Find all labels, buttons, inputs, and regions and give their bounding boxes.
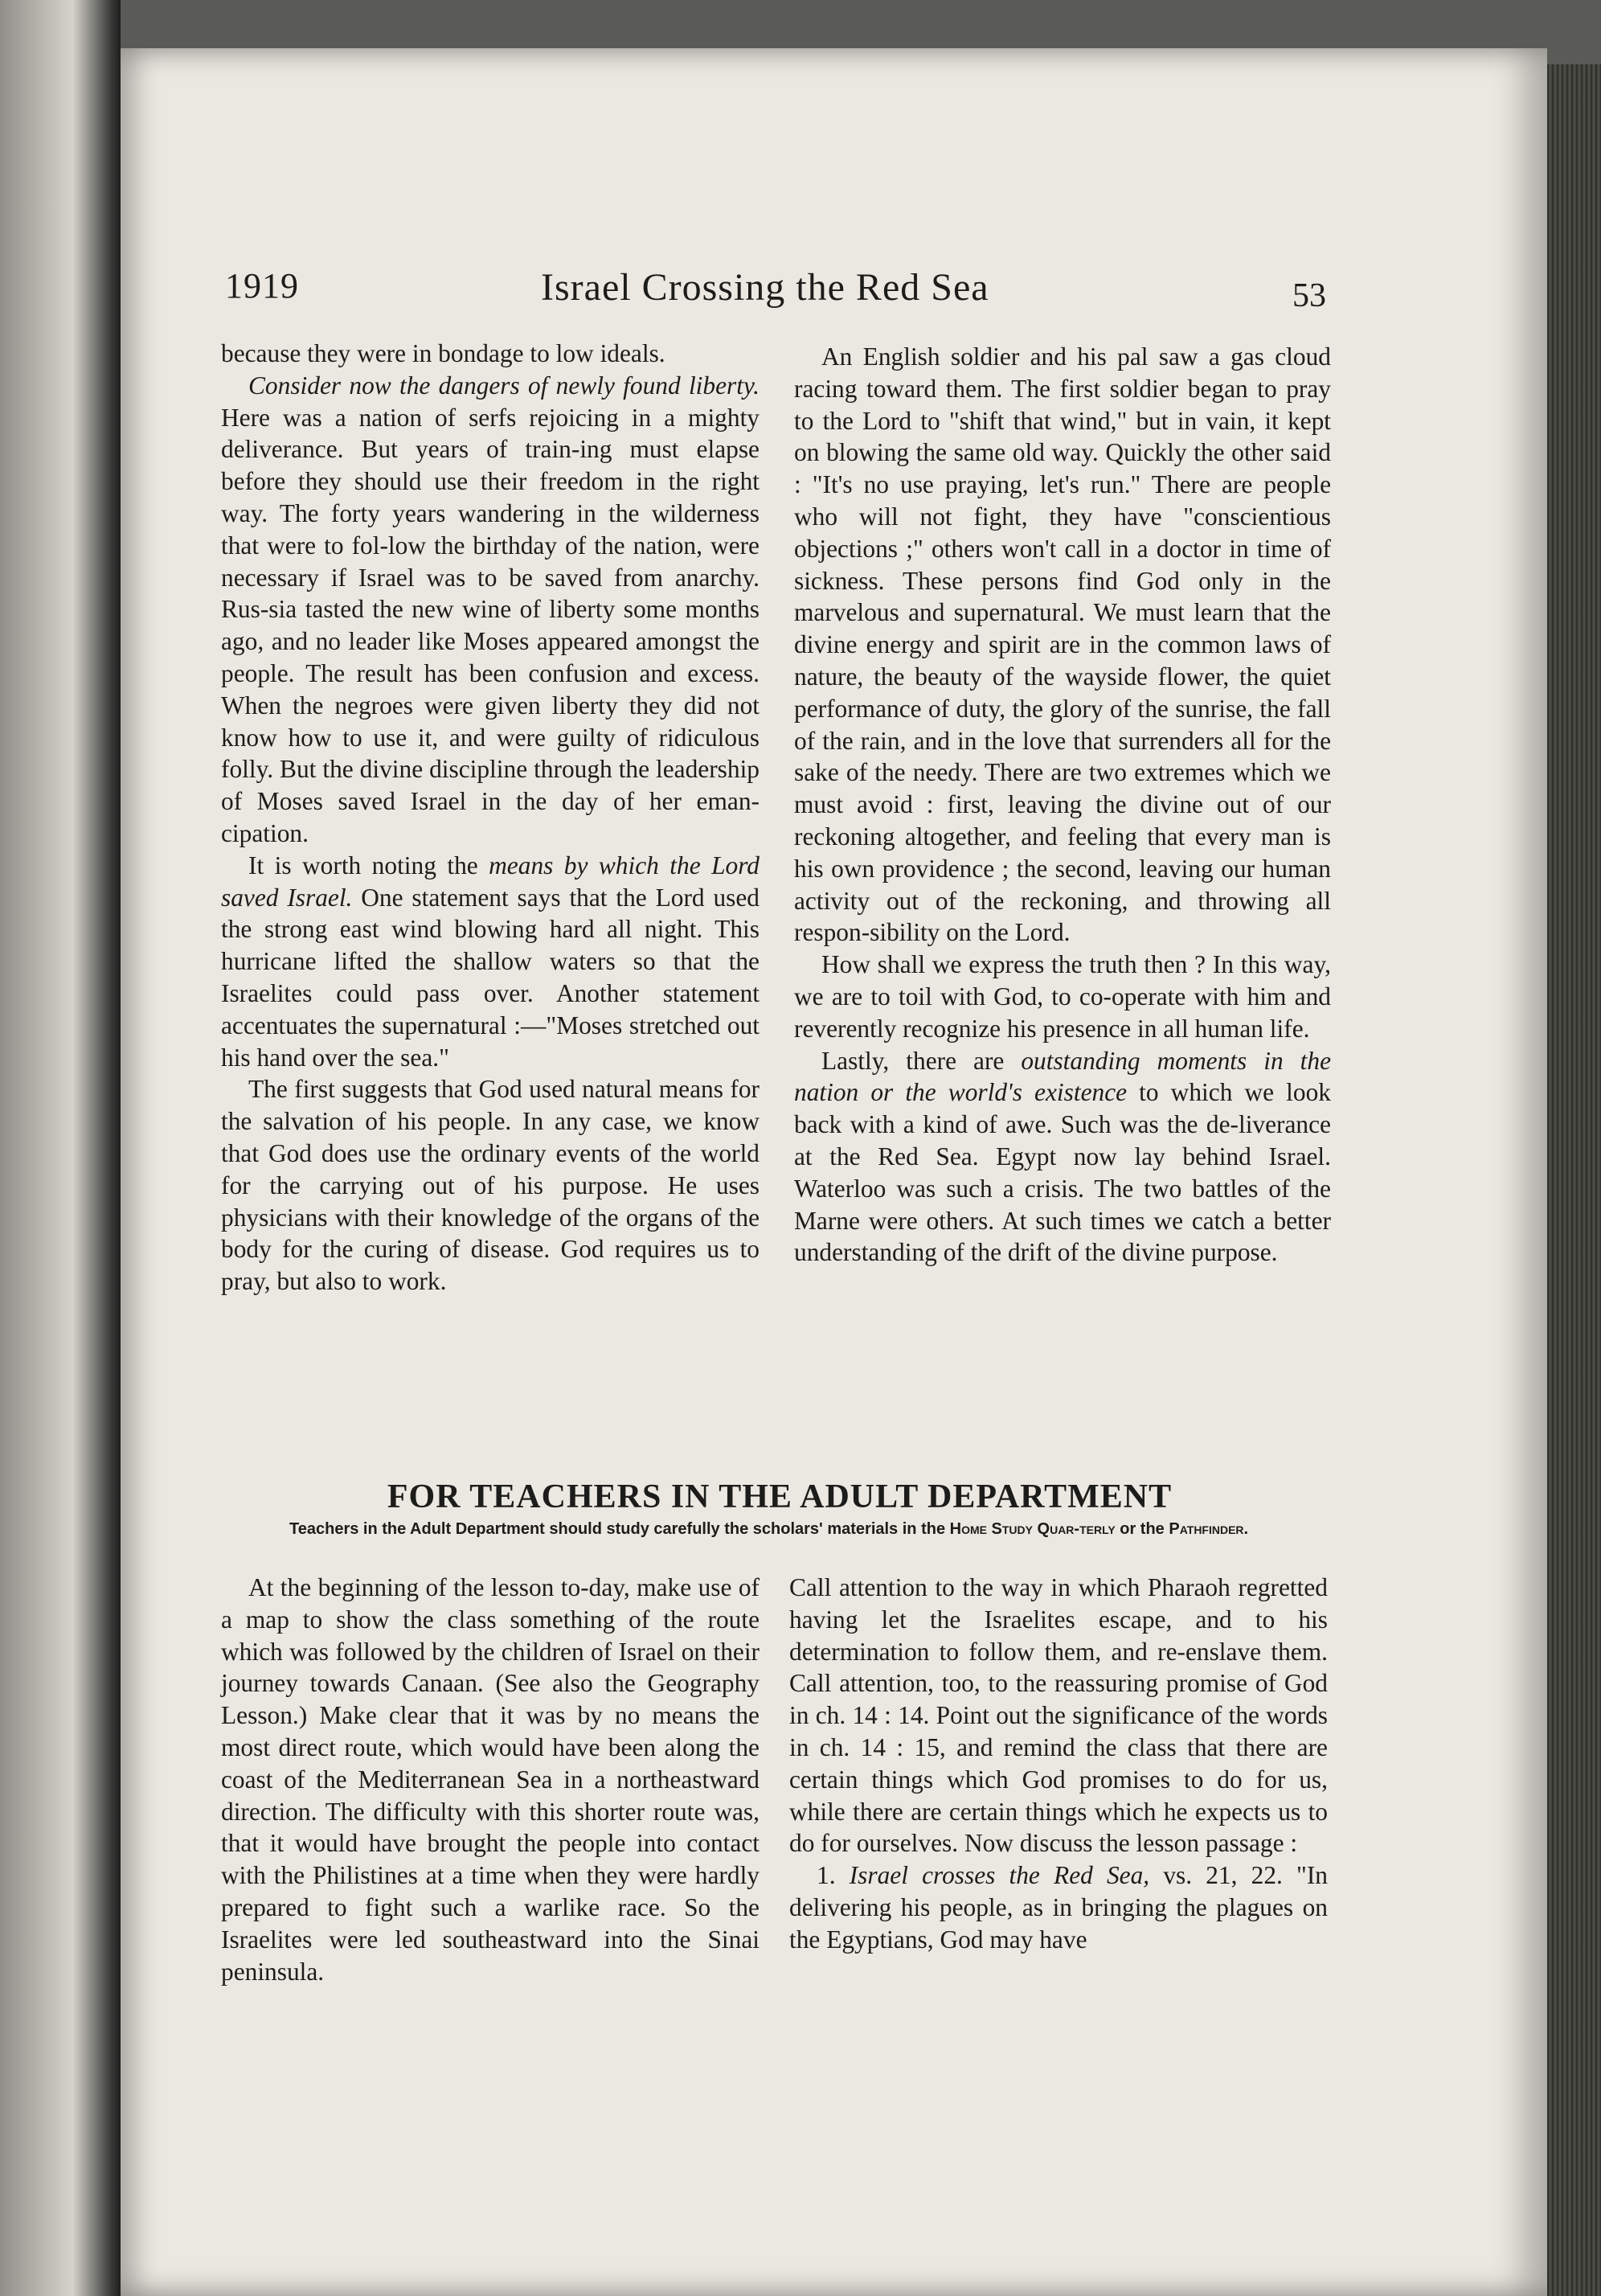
note-text: or the xyxy=(1115,1520,1169,1538)
paragraph: At the beginning of the lesson to-day, make use of a map to show the class something of the route which was followed by the children of Israel on their journey towards Canaan. (See also the Geography Lesson.) Make clear that it was by no means the most direct route, which would have been along the coast of the Mediterranean Sea in a northeastward direction. The difficulty with this shorter route was, that it would have brought the people into contact with the Philistines at a time when they were hardly prepared to fight such a warlike race. So the Israelites were led southeastward into the Sinai peninsula. xyxy=(221,1573,760,1986)
paragraph-lead: It is worth noting the xyxy=(248,851,489,879)
italic-phrase: outstanding moments in the nation or the world's existence xyxy=(794,1046,1331,1107)
list-number: 1. xyxy=(817,1861,850,1890)
paragraph-text: vs. 21, 22. "In delivering his people, as in bringing the plagues on the Egyptians, God may have xyxy=(789,1861,1328,1954)
page-number: 53 xyxy=(1292,277,1326,314)
paragraph xyxy=(789,1859,1328,1955)
paragraph-text: Here was a nation of serfs rejoicing in a mighty deliverance. But years of train-ing must elapse before they should use their freedom in the right way. The forty years wandering in the wilderness that were to fol-low the birthday of the nation, were necessary if Israel was to be saved from anarchy. Rus-sia tasted the new wine of liberty some months ago, and no leader like Moses appeared amongst the people. The result has been confusion and excess. When the negroes were given liberty they did not know how to use it, and were guilty of ridiculous folly. But the divine discipline through the leadership of Moses saved Israel in the day of her eman-cipation. xyxy=(221,403,760,847)
column-4 xyxy=(789,1572,1328,1956)
italic-phrase: Consider now the dangers of newly found liberty. xyxy=(248,371,760,400)
paragraph xyxy=(794,1045,1331,1269)
note-publication: Home Study Quar-terly xyxy=(949,1520,1116,1538)
running-head-year: 1919 xyxy=(225,266,299,305)
column-1 xyxy=(221,338,760,1298)
paragraph: How shall we express the truth then ? In this way, we are to toil with God, to co-operate with him and reverently recognize his presence in all human life. xyxy=(794,950,1331,1043)
paragraph xyxy=(221,850,760,1074)
column-2 xyxy=(794,341,1331,1269)
book-page-edges xyxy=(1543,64,1601,2296)
note-publication: Pathfinder xyxy=(1169,1520,1244,1538)
paragraph-lead: Lastly, there are xyxy=(821,1046,1022,1075)
note-text: Teachers in the Adult Department should study carefully the scholars' materials in the xyxy=(289,1520,950,1538)
paragraph-text: to which we look back with a kind of awe. Such was the de-liverance at the Red Sea. Egypt now lay behind Israel. Waterloo was such a crisis. The two battles of the Marne were others. At such times we catch a better understanding of the drift of the divine purpose. xyxy=(794,1078,1331,1267)
note-text: . xyxy=(1243,1520,1249,1538)
running-head-title: Israel Crossing the Red Sea xyxy=(541,266,989,309)
paragraph xyxy=(221,370,760,850)
paragraph: An English soldier and his pal saw a gas cloud racing toward them. The first soldier began to pray to the Lord to "shift that wind," but in vain, it kept on blowing the same old way. Quickly the other said : "It's no use praying, let's run." There are people who will not fight, they have "conscientious objections ;" others won't call in a doctor in time of sickness. These persons find God only in the marvelous and supernatural. We must learn that the divine energy and spirit are in the common laws of nature, the beauty of the wayside flower, the quiet performance of duty, the glory of the sunrise, the fall of the rain, and in the love that surrenders all for the sake of the needy. There are two extremes which we must avoid : first, leaving the divine out of our reckoning altogether, and feeling that every man is his own providence ; the second, leaving our human activity out of the reckoning, and throwing all respon-sibility on the Lord. xyxy=(794,342,1331,947)
running-head xyxy=(225,265,1366,322)
column-3 xyxy=(221,1572,760,1987)
italic-phrase: means by which the Lord saved Israel. xyxy=(221,851,760,912)
italic-phrase: Israel crosses the Red Sea, xyxy=(849,1861,1150,1890)
section-note xyxy=(217,1519,1334,1539)
paragraph: The first suggests that God used natural means for the salvation of his people. In any case, we know that God does use the ordinary events of the world for the carrying out of his purpose. He uses physicians with their knowledge of the organs of the body for the curing of disease. God requires us to pray, but also to work. xyxy=(221,1075,760,1296)
paragraph: Call attention to the way in which Pharaoh regretted having let the Israelites escape, and to his determination to follow them, and re-enslave them. Call attention, too, to the reassuring promise of God in ch. 14 : 14. Point out the significance of the words in ch. 14 : 15, and remind the class that there are certain things which God promises to do for us, while there are certain things which he expects us to do for ourselves. Now discuss the lesson passage : xyxy=(789,1573,1328,1858)
section-heading: FOR TEACHERS IN THE ADULT DEPARTMENT xyxy=(387,1478,1173,1515)
facing-page-edge xyxy=(0,0,121,2296)
paragraph-text: One statement says that the Lord used the strong east wind blowing hard all night. This hurricane lifted the shallow waters so that the Israelites could pass over. Another statement accentuates the supernatural :—"Moses stretched out his hand over the sea." xyxy=(221,883,760,1072)
paragraph: because they were in bondage to low ideals. xyxy=(221,339,665,367)
